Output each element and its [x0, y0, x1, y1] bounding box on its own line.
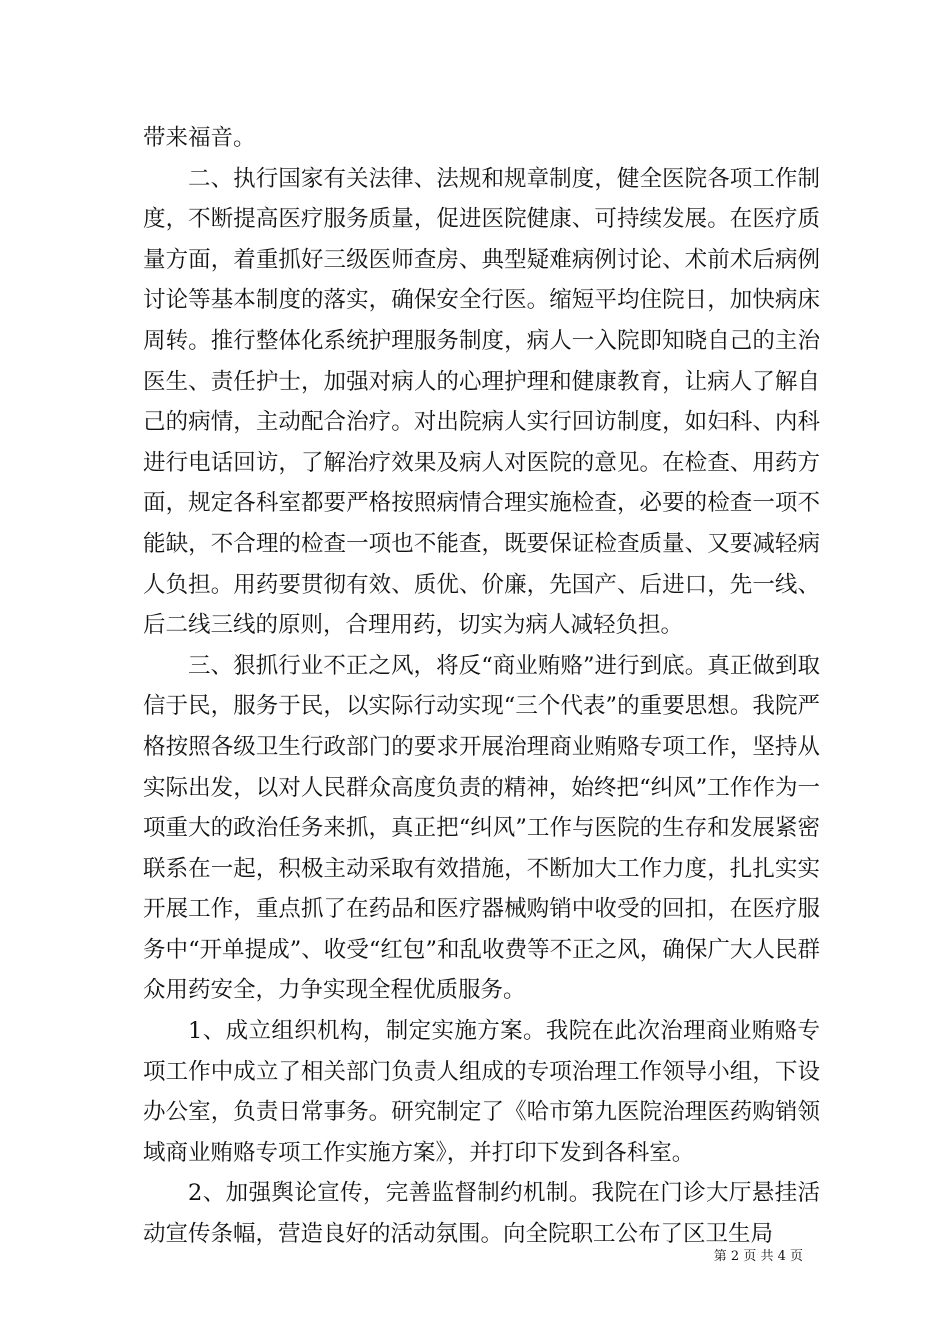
paragraph-continuation: 带来福音。 — [143, 125, 256, 151]
document-body — [143, 118, 820, 1255]
paragraph-section-three: 三、狠抓行业不正之风，将反“商业贿赂”进行到底。真正做到取信于民，服务于民，以实际行动实现“三个代表”的重要思想。我院严格按照各级卫生行政部门的要求开展治理商业贿赂专项工作，坚持从实际出发，以对人民群众高度负责的精神，始终把“纠风”工作作为一项重大的政治任务来抓，真正把“纠风”工作与医院的生存和发展紧密联系在一起，积极主动采取有效措施，不断加大工作力度，扎扎实实开展工作，重点抓了在药品和医疗器械购销中收受的回扣，在医疗服务中“开单提成”、收受“红包”和乱收费等不正之风，确保广大人民群众用药安全，力争实现全程优质服务。 — [143, 652, 820, 1004]
page-number: 第 2 页 共 4 页 — [713, 1249, 803, 1264]
paragraph-item-two: 2、加强舆论宣传，完善监督制约机制。我院在门诊大厅悬挂活动宣传条幅，营造良好的活动氛围。向全院职工公布了区卫生局 — [143, 1180, 820, 1248]
paragraph-item-one: 1、成立组织机构，制定实施方案。我院在此次治理商业贿赂专项工作中成立了相关部门负责人组成的专项治理工作领导小组，下设办公室，负责日常事务。研究制定了《哈市第九医院治理医药购销领域商业贿赂专项工作实施方案》，并打印下发到各科室。 — [143, 1018, 820, 1166]
paragraph-section-two: 二、执行国家有关法律、法规和规章制度，健全医院各项工作制度，不断提高医疗服务质量，促进医院健康、可持续发展。在医疗质量方面，着重抓好三级医师查房、典型疑难病例讨论、术前术后病例讨论等基本制度的落实，确保安全行医。缩短平均住院日，加快病床周转。推行整体化系统护理服务制度，病人一入院即知晓自己的主治医生、责任护士，加强对病人的心理护理和健康教育，让病人了解自己的病情，主动配合治疗。对出院病人实行回访制度，如妇科、内科进行电话回访，了解治疗效果及病人对医院的意见。在检查、用药方面，规定各科室都要严格按照病情合理实施检查，必要的检查一项不能缺，不合理的检查一项也不能查，既要保证检查质量、又要减轻病人负担。用药要贯彻有效、质优、价廉，先国产、后进口，先一线、后二线三线的原则，合理用药，切实为病人减轻负担。 — [143, 165, 820, 639]
